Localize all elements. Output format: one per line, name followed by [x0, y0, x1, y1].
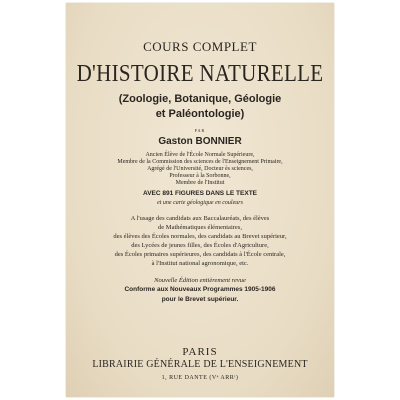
author-credential: Agrégé de l'Université, Docteur ès sciences, [147, 166, 253, 172]
audience-line: des Écoles primaires supérieures, des candidats à l'École centrale, [114, 251, 286, 258]
author-credential: Membre de l'Institut [175, 180, 225, 186]
edition-conformity: pour le Brevet supérieur. [161, 296, 239, 303]
edition-conformity: Conforme aux Nouveaux Programmes 1905-1906 [124, 286, 276, 293]
author-credential: Membre de la Commission des sciences de l'Enseignement Primaire, [117, 159, 283, 165]
author-name: Gaston BONNIER [158, 136, 242, 147]
subtitle-line-2: et Paléontologie) [155, 108, 245, 120]
publisher-address: 1, RUE DANTE (Vᵉ ARRᵗ) [161, 375, 239, 381]
publisher-name: LIBRAIRIE GÉNÉRALE DE L'ENSEIGNEMENT [92, 359, 308, 370]
course-heading: COURS COMPLET [143, 39, 257, 54]
audience-line: A l'usage des candidats aux Baccalauréats, des élèves [130, 215, 270, 222]
audience-line: de Mathématiques élémentaires, [158, 224, 242, 231]
author-by: PAR [194, 128, 206, 133]
audience-line: des élèves des Écoles normales, des candidats au Brevet supérieur, [113, 233, 287, 240]
edition-note: Nouvelle Édition entièrement revue [154, 277, 246, 284]
figures-map: et une carte géologique en couleurs [157, 200, 243, 206]
author-credential: Ancien Élève de l'École Normale Supérieure, [145, 152, 255, 158]
publisher-city: PARIS [182, 346, 218, 358]
title-page [66, 3, 334, 397]
subtitle-line-1: (Zoologie, Botanique, Géologie [118, 93, 282, 105]
audience-line: des Lycées de jeunes filles, des Écoles d'Agriculture, [131, 242, 269, 249]
book-title: D'HISTOIRE NATURELLE [76, 59, 324, 87]
audience-line: à l'Institut national agronomique, etc. [151, 260, 249, 267]
figures-count: AVEC 891 FIGURES DANS LE TEXTE [142, 190, 257, 197]
author-credential: Professeur à la Sorbonne, [169, 173, 231, 179]
